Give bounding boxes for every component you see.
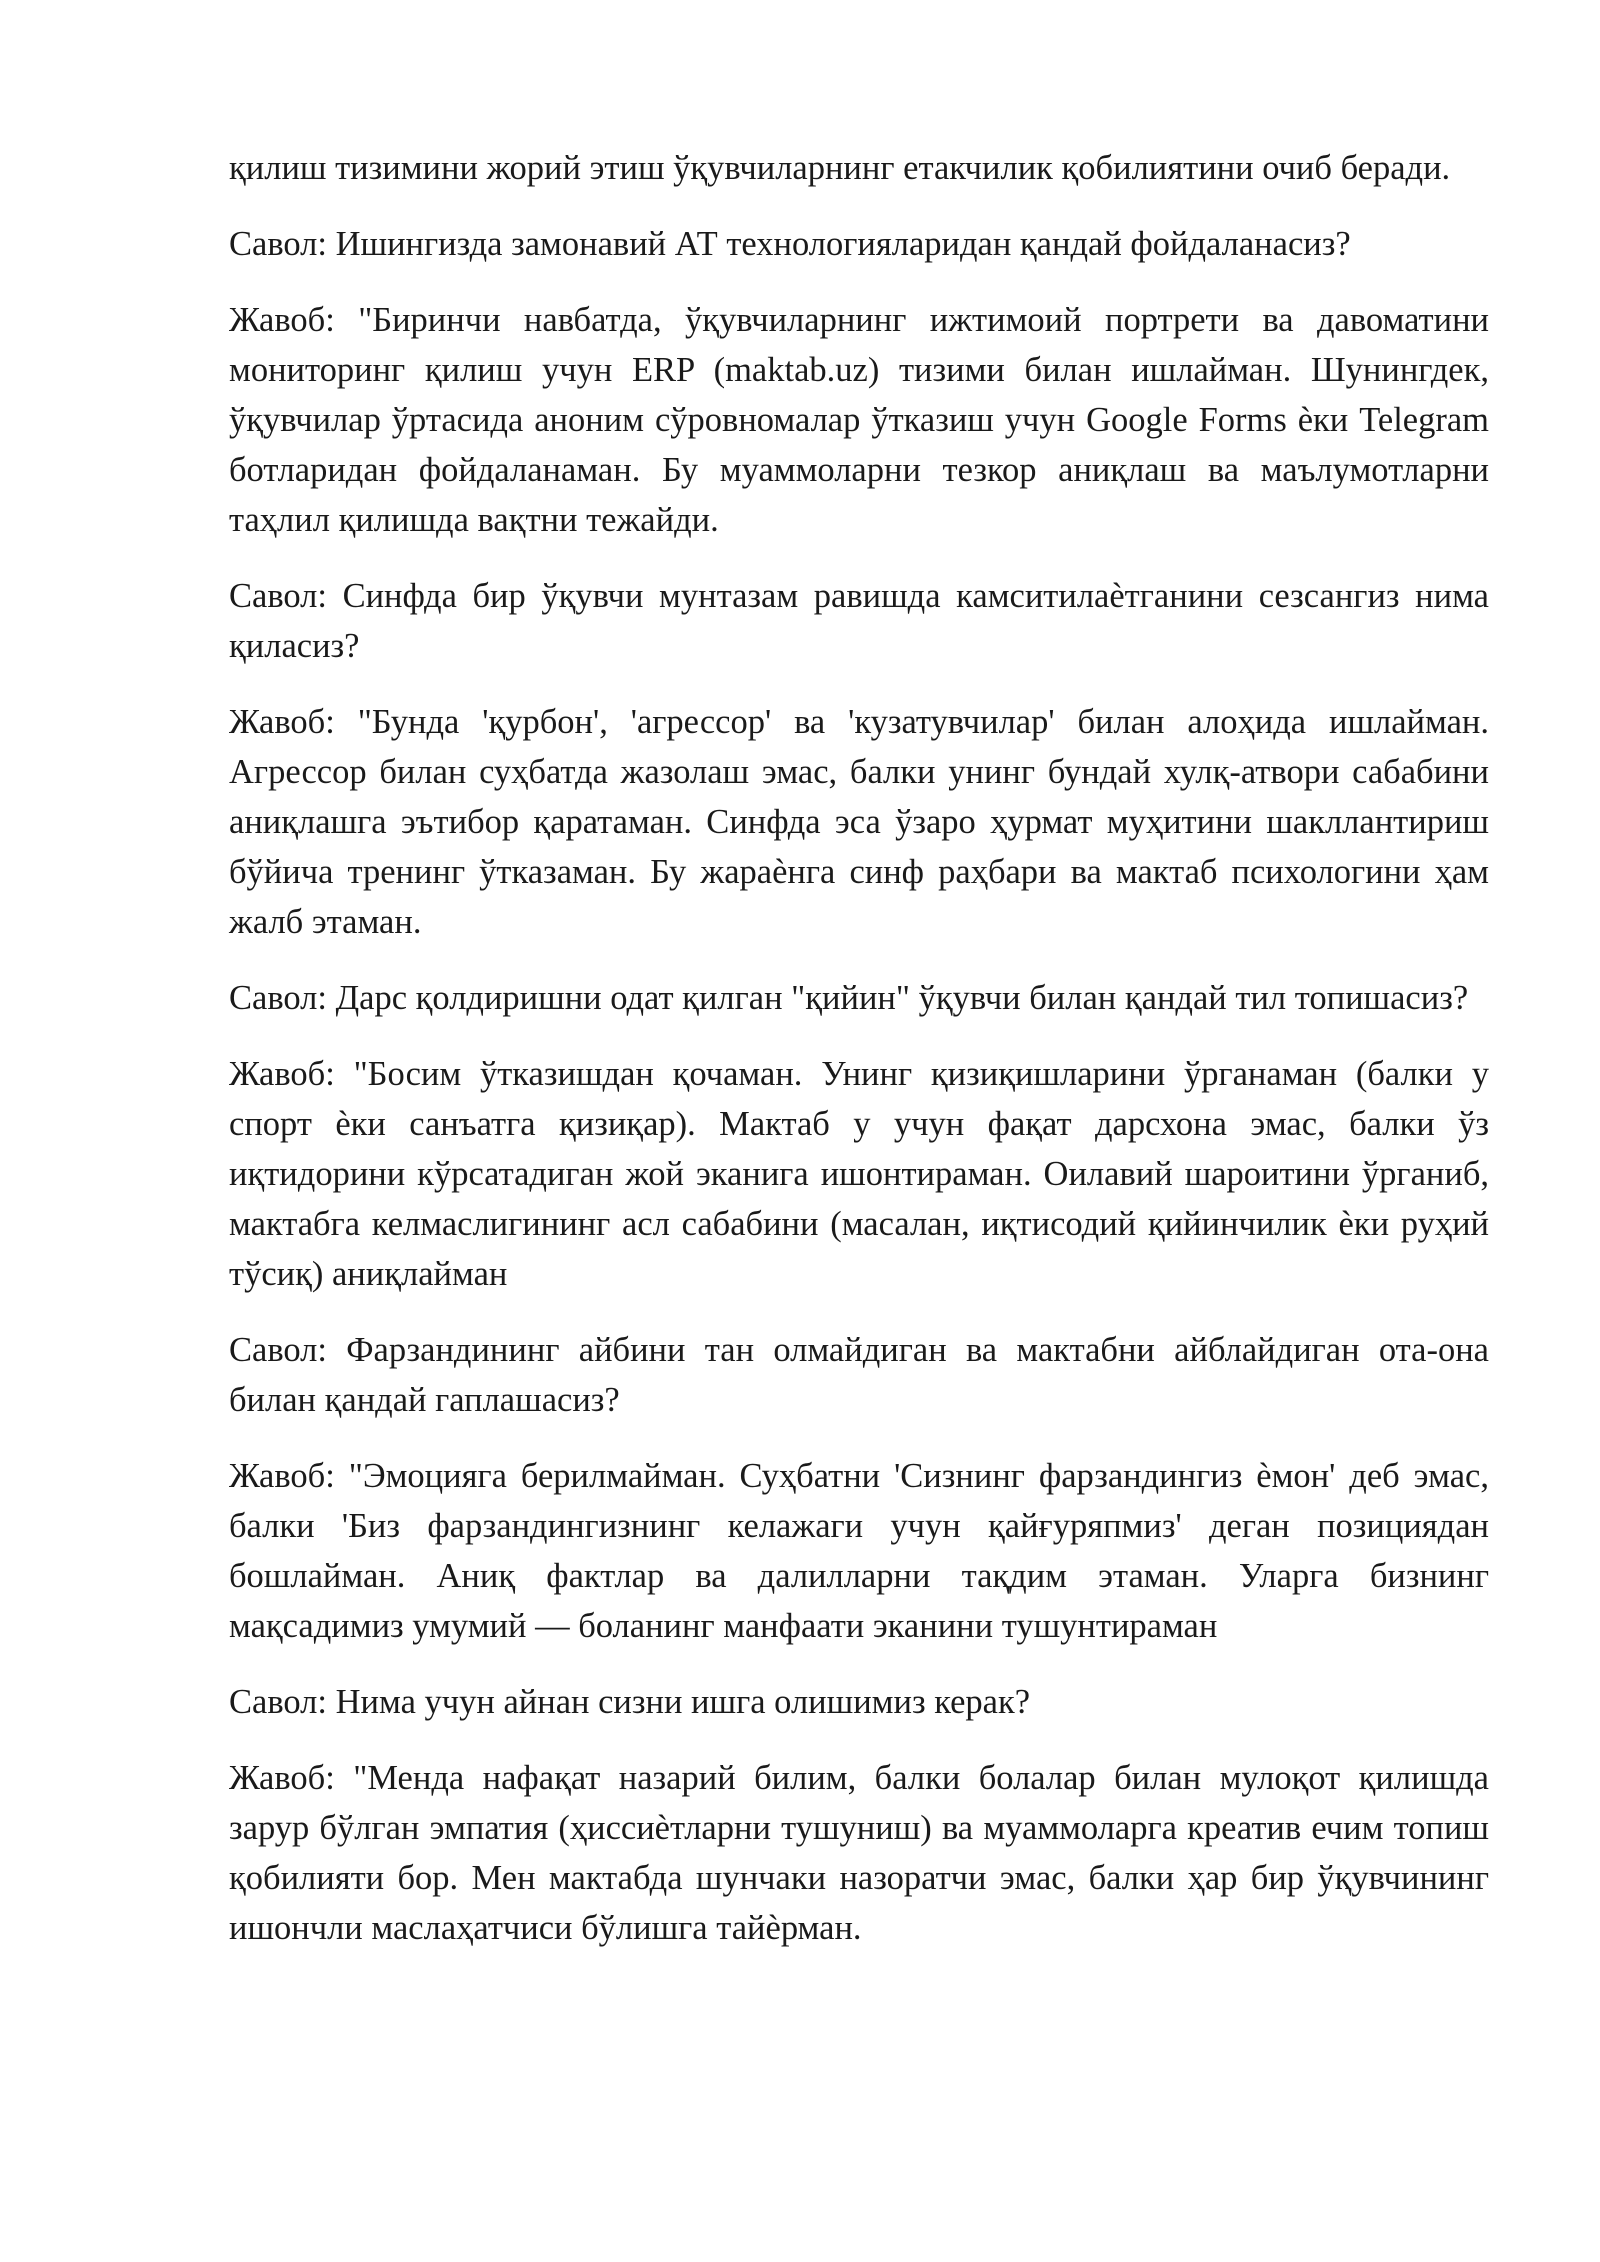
question-paragraph: Савол: Ишингизда замонавий АТ технологияларидан қандай фойдаланасиз? [229,225,1351,263]
answer-paragraph: Жавоб: "Менда нафақат назарий билим, балки болалар билан мулоқот қилишда зарур бўлган эмпатия (ҳиссиѐтларни тушуниш) ва муаммоларга креатив ечим топиш қобилияти бор. Мен мактабда шунчаки назоратчи эмас, балки ҳар бир ўқувчининг ишончли маслаҳатчиси бўлишга тайѐрман. [229,1759,1489,1947]
paragraph-continuation: қилиш тизимини жорий этиш ўқувчиларнинг етакчилик қобилиятини очиб беради. [229,149,1451,187]
question-paragraph: Савол: Дарс қолдиришни одат қилган "қийин" ўқувчи билан қандай тил топишасиз? [229,979,1469,1017]
answer-paragraph: Жавоб: "Биринчи навбатда, ўқувчиларнинг ижтимоий портрети ва давоматини мониторинг қилиш учун ERP (maktab.uz) тизими билан ишлайман. Шунингдек, ўқувчилар ўртасида аноним сўровномалар ўтказиш учун Google Forms ѐки Telegram ботларидан фойдаланаман. Бу муаммоларни тезкор аниқлаш ва маълумотларни таҳлил қилишда вақтни тежайди. [229,301,1489,539]
question-paragraph: Савол: Фарзандининг айбини тан олмайдиган ва мактабни айблайдиган ота-она билан қандай гаплашасиз? [229,1331,1489,1419]
document-page [229,143,1489,1979]
answer-paragraph: Жавоб: "Эмоцияга берилмайман. Суҳбатни 'Сизнинг фарзандингиз ѐмон' деб эмас, балки 'Биз фарзандингизнинг келажаги учун қайғуряпмиз' деган позициядан бошлайман. Аниқ фактлар ва далилларни тақдим этаман. Уларга бизнинг мақсадимиз умумий — боланинг манфаати эканини тушунтираман [229,1457,1489,1645]
answer-paragraph: Жавоб: "Босим ўтказишдан қочаман. Унинг қизиқишларини ўрганаман (балки у спорт ѐки санъатга қизиқар). Мактаб у учун фақат дарсхона эмас, балки ўз иқтидорини кўрсатадиган жой эканига ишонтираман. Оилавий шароитини ўрганиб, мактабга келмаслигининг асл сабабини (масалан, иқтисодий қийинчилик ѐки руҳий тўсиқ) аниқлайман [229,1055,1489,1293]
question-paragraph: Савол: Нима учун айнан сизни ишга олишимиз керак? [229,1683,1031,1721]
answer-paragraph: Жавоб: "Бунда 'қурбон', 'агрессор' ва 'кузатувчилар' билан алоҳида ишлайман. Агрессор билан суҳбатда жазолаш эмас, балки унинг бундай хулқ-атвори сабабини аниқлашга эътибор қаратаман. Синфда эса ўзаро ҳурмат муҳитини шакллантириш бўйича тренинг ўтказаман. Бу жараѐнга синф раҳбари ва мактаб психологини ҳам жалб этаман. [229,703,1489,941]
question-paragraph: Савол: Синфда бир ўқувчи мунтазам равишда камситилаѐтганини сезсангиз нима қиласиз? [229,577,1489,665]
